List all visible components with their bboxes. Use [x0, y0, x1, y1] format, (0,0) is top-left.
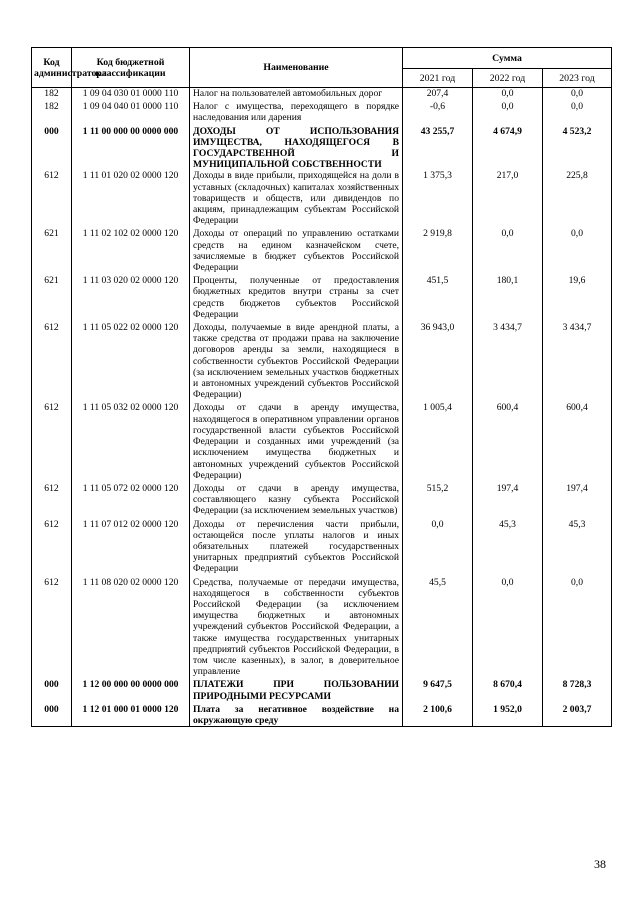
- value-2023-cell: 0,0: [543, 577, 612, 680]
- budget-code-cell: 1 11 01 020 02 0000 120: [72, 170, 190, 228]
- name-cell: Налог на пользователей автомобильных дорог: [190, 88, 403, 102]
- header-year-2023: 2023 год: [543, 69, 612, 88]
- value-2023-cell: 197,4: [543, 483, 612, 519]
- value-2023-cell: 0,0: [543, 228, 612, 275]
- budget-code-cell: 1 11 00 000 00 0000 000: [72, 126, 190, 171]
- value-2022-cell: 0,0: [473, 577, 543, 680]
- header-year-2021: 2021 год: [403, 69, 473, 88]
- admin-code-cell: 182: [32, 101, 72, 125]
- admin-code-cell: 612: [32, 322, 72, 402]
- name-cell: Доходы от сдачи в аренду имущества, составляющего казну субъекта Российской Федерации (за исключением земельных участков): [190, 483, 403, 519]
- budget-code-cell: 1 11 07 012 02 0000 120: [72, 519, 190, 577]
- value-2021-cell: 36 943,0: [403, 322, 473, 402]
- header-year-2022: 2022 год: [473, 69, 543, 88]
- value-2023-cell: 0,0: [543, 88, 612, 102]
- budget-code-cell: 1 11 05 072 02 0000 120: [72, 483, 190, 519]
- value-2021-cell: 45,5: [403, 577, 473, 680]
- budget-code-cell: 1 11 03 020 02 0000 120: [72, 275, 190, 322]
- value-2023-cell: 225,8: [543, 170, 612, 228]
- admin-code-cell: 000: [32, 679, 72, 703]
- name-cell: ДОХОДЫ ОТ ИСПОЛЬЗОВАНИЯ ИМУЩЕСТВА, НАХОДЯЩЕГОСЯ В ГОСУДАРСТВЕННОЙ И МУНИЦИПАЛЬНОЙ СОБСТВЕННОСТИ: [190, 126, 403, 171]
- name-cell: Доходы от сдачи в аренду имущества, находящегося в оперативном управлении органов государственной власти субъектов Российской Федерации и созданных ими учреждений (за исключением имущества бюджетных и автономных учреждений субъектов Российской Федерации): [190, 402, 403, 482]
- budget-code-cell: 1 11 08 020 02 0000 120: [72, 577, 190, 680]
- value-2022-cell: 8 670,4: [473, 679, 543, 703]
- value-2021-cell: 0,0: [403, 519, 473, 577]
- admin-code-cell: 612: [32, 577, 72, 680]
- table-row: [32, 322, 612, 402]
- value-2022-cell: 0,0: [473, 88, 543, 102]
- value-2022-cell: 217,0: [473, 170, 543, 228]
- value-2021-cell: 2 100,6: [403, 704, 473, 727]
- value-2023-cell: 2 003,7: [543, 704, 612, 727]
- value-2021-cell: 9 647,5: [403, 679, 473, 703]
- admin-code-cell: 621: [32, 275, 72, 322]
- value-2021-cell: 43 255,7: [403, 126, 473, 171]
- table-row: [32, 101, 612, 125]
- revenue-table: [31, 47, 612, 727]
- admin-code-cell: 000: [32, 704, 72, 727]
- budget-code-cell: 1 11 05 022 02 0000 120: [72, 322, 190, 402]
- table-row: [32, 275, 612, 322]
- value-2022-cell: 197,4: [473, 483, 543, 519]
- table-row: [32, 170, 612, 228]
- value-2022-cell: 3 434,7: [473, 322, 543, 402]
- budget-code-cell: 1 09 04 030 01 0000 110: [72, 88, 190, 102]
- value-2021-cell: 1 375,3: [403, 170, 473, 228]
- value-2021-cell: -0,6: [403, 101, 473, 125]
- admin-code-cell: 612: [32, 402, 72, 482]
- value-2022-cell: 0,0: [473, 228, 543, 275]
- name-cell: Проценты, полученные от предоставления бюджетных кредитов внутри страны за счет средств бюджетов субъектов Российской Федерации: [190, 275, 403, 322]
- name-cell: Средства, получаемые от передачи имущества, находящегося в собственности субъектов Российской Федерации (за исключением имущества бюджетных и автономных учреждений субъектов Российской Федерации, а также имущества государственных унитарных предприятий субъектов Российской Федерации, в том числе казенных), в залог, в доверительное управление: [190, 577, 403, 680]
- value-2022-cell: 0,0: [473, 101, 543, 125]
- name-cell: Доходы от операций по управлению остатками средств на едином казначейском счете, зачисляемые в бюджет субъектов Российской Федерации: [190, 228, 403, 275]
- table-row: [32, 577, 612, 680]
- admin-code-cell: 612: [32, 170, 72, 228]
- value-2022-cell: 45,3: [473, 519, 543, 577]
- value-2023-cell: 4 523,2: [543, 126, 612, 171]
- admin-code-cell: 612: [32, 519, 72, 577]
- name-cell: Доходы от перечисления части прибыли, остающейся после уплаты налогов и иных обязательных платежей государственных унитарных предприятий субъектов Российской Федерации: [190, 519, 403, 577]
- table-row: [32, 228, 612, 275]
- name-cell: Доходы, получаемые в виде арендной платы, а также средства от продажи права на заключение договоров аренды за земли, находящиеся в собственности субъектов Российской Федерации (за исключением земельных участков бюджетных и автономных учреждений субъектов Российской Федерации): [190, 322, 403, 402]
- table-row: [32, 679, 612, 703]
- name-cell: Плата за негативное воздействие на окружающую среду: [190, 704, 403, 727]
- admin-code-cell: 000: [32, 126, 72, 171]
- budget-code-cell: 1 09 04 040 01 0000 110: [72, 101, 190, 125]
- header-budget-code: Код бюджетной классификации: [72, 48, 190, 88]
- value-2023-cell: 19,6: [543, 275, 612, 322]
- name-cell: Налог с имущества, переходящего в порядке наследования или дарения: [190, 101, 403, 125]
- budget-code-cell: 1 12 00 000 00 0000 000: [72, 679, 190, 703]
- table-body: [32, 88, 612, 727]
- budget-code-cell: 1 11 02 102 02 0000 120: [72, 228, 190, 275]
- table-row: [32, 126, 612, 171]
- value-2022-cell: 4 674,9: [473, 126, 543, 171]
- value-2021-cell: 515,2: [403, 483, 473, 519]
- value-2021-cell: 207,4: [403, 88, 473, 102]
- header-name: Наименование: [190, 48, 403, 88]
- value-2022-cell: 180,1: [473, 275, 543, 322]
- admin-code-cell: 621: [32, 228, 72, 275]
- name-cell: Доходы в виде прибыли, приходящейся на доли в уставных (складочных) капиталах хозяйственных товариществ и обществ, или дивидендов по акциям, принадлежащим субъектам Российской Федерации: [190, 170, 403, 228]
- table-row: [32, 88, 612, 102]
- value-2022-cell: 1 952,0: [473, 704, 543, 727]
- value-2023-cell: 600,4: [543, 402, 612, 482]
- admin-code-cell: 182: [32, 88, 72, 102]
- value-2021-cell: 1 005,4: [403, 402, 473, 482]
- value-2021-cell: 2 919,8: [403, 228, 473, 275]
- value-2023-cell: 8 728,3: [543, 679, 612, 703]
- name-cell: ПЛАТЕЖИ ПРИ ПОЛЬЗОВАНИИ ПРИРОДНЫМИ РЕСУРСАМИ: [190, 679, 403, 703]
- table-row: [32, 519, 612, 577]
- value-2023-cell: 0,0: [543, 101, 612, 125]
- budget-code-cell: 1 12 01 000 01 0000 120: [72, 704, 190, 727]
- admin-code-cell: 612: [32, 483, 72, 519]
- value-2022-cell: 600,4: [473, 402, 543, 482]
- value-2021-cell: 451,5: [403, 275, 473, 322]
- page-number: 38: [594, 857, 606, 871]
- table-row: [32, 483, 612, 519]
- table-row: [32, 704, 612, 727]
- budget-code-cell: 1 11 05 032 02 0000 120: [72, 402, 190, 482]
- value-2023-cell: 45,3: [543, 519, 612, 577]
- header-admin-code: Код администратора: [32, 48, 72, 88]
- header-sum: Сумма: [403, 48, 612, 69]
- value-2023-cell: 3 434,7: [543, 322, 612, 402]
- budget-table-page: [31, 47, 611, 727]
- table-row: [32, 402, 612, 482]
